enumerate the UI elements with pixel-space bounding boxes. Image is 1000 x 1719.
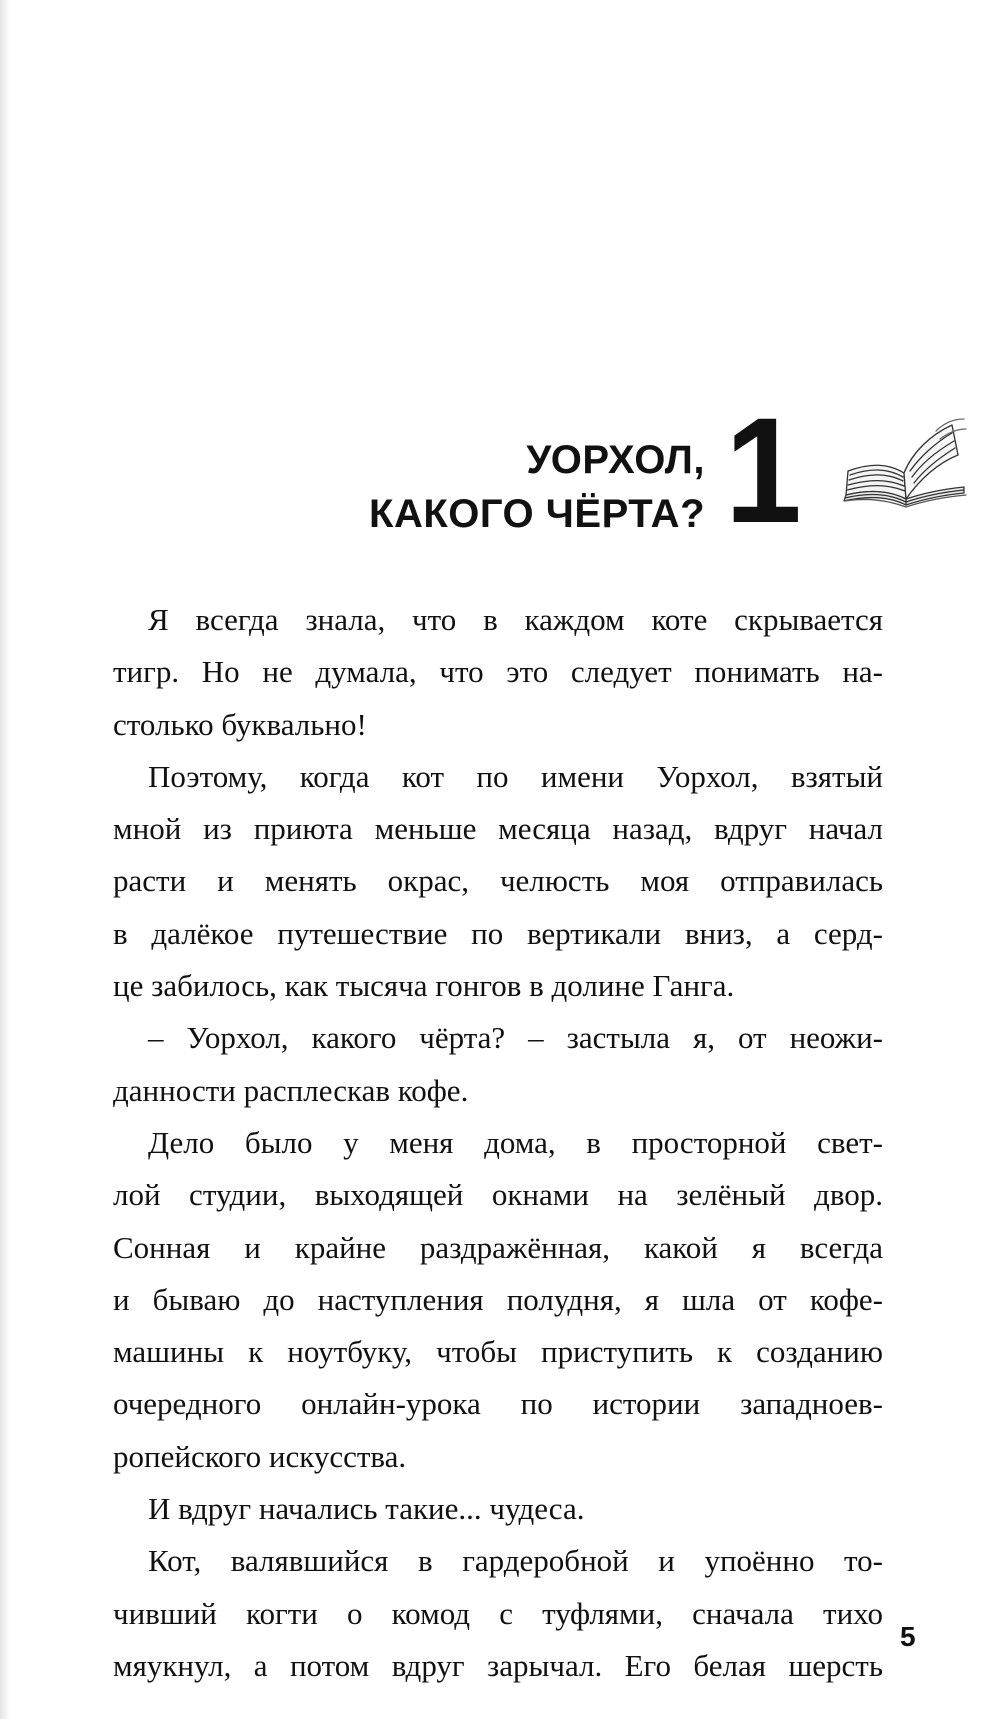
chapter-title [369,433,705,541]
text-line: це забилось, как тысяча гонгов в долине Ганга. [113,968,735,1004]
text-line: Кот, валявшийся в гардеробной и упоённо то- [148,1543,883,1579]
chapter-number: 1 [725,386,802,554]
text-line: чивший когти о комод с туфлями, сначала тихо [113,1595,883,1631]
chapter-title-line-1: УОРХОЛ, [526,438,705,482]
text-line: И вдруг начались такие... чудеса. [148,1491,585,1527]
text-line: Дело было у меня дома, в просторной свет- [148,1124,883,1160]
text-line: тигр. Но не думала, что это следует понимать на- [113,654,883,690]
chapter-title-line-2: КАКОГО ЧЁРТА? [369,492,705,536]
text-line: данности расплескав кофе. [113,1072,469,1108]
scan-edge-shadow [0,0,10,1719]
text-line: и бываю до наступления полудня, я шла от кофе- [113,1281,883,1317]
text-line: расти и менять окрас, челюсть моя отправилась [113,863,883,899]
text-line: мной из приюта меньше месяца назад, вдруг начал [113,811,883,847]
text-line: машины к ноутбуку, чтобы приступить к созданию [113,1334,883,1370]
text-line: лой студии, выходящей окнами на зелёный двор. [113,1177,883,1213]
page-number: 5 [900,1621,916,1652]
text-line: Поэтому, когда кот по имени Уорхол, взятый [148,758,883,794]
chapter-heading [280,386,980,555]
text-line: Сонная и крайне раздражённая, какой я всегда [113,1229,883,1265]
text-line: в далёкое путешествие по вертикали вниз, а серд- [113,915,883,951]
text-line: – Уорхол, какого чёрта? – застыла я, от неожи- [148,1020,883,1056]
chapter-body-text [113,594,883,1692]
text-line: мяукнул, а потом вдруг зарычал. Его белая шерсть [113,1647,883,1683]
text-line: столько буквально! [113,706,367,742]
text-line: очередного онлайн-урока по истории западноев- [113,1386,883,1422]
text-line: Я всегда знала, что в каждом коте скрывается [148,602,883,637]
text-line: ропейского искусства. [113,1438,407,1474]
open-book-icon [840,413,970,513]
